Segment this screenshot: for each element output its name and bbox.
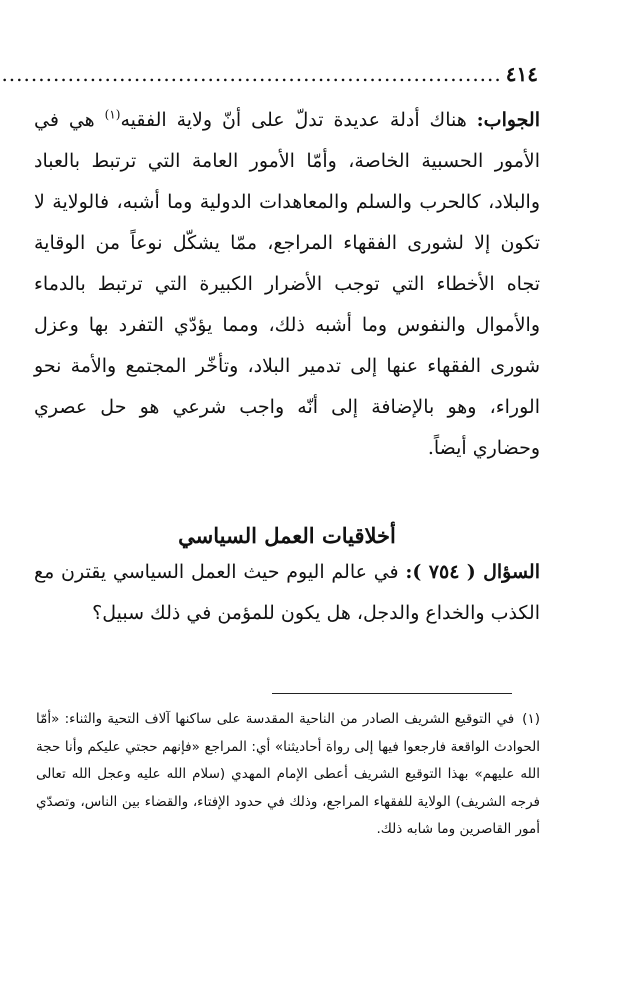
answer-label: الجواب: xyxy=(476,109,540,131)
question-text: في عالم اليوم حيث العمل السياسي يقترن مع الكذب والخداع والدجل، هل يكون للمؤمن في ذلك سبيل؟ xyxy=(34,561,540,624)
running-header xyxy=(1,58,538,90)
footnote-number: (١) xyxy=(522,711,540,727)
answer-text-start: هناك أدلة عديدة تدلّ على أنّ ولاية الفقيه xyxy=(120,109,477,131)
header-dot-leader: .................................................................... xyxy=(1,62,502,86)
answer-text-rest: هي في الأمور الحسبية الخاصة، وأمّا الأمور العامة التي ترتبط بالعباد والبلاد، كالحرب والسلم والمعاهدات الدولية وما أشبه، فالولاية لا تكون إلا لشورى الفقهاء المراجع، ممّا يشكّل نوعاً من الوقاية تجاه الأخطاء التي توجب الأضرار الكبيرة التي ترتبط بالدماء والأموال والنفوس وما أشبه ذلك، ومما يؤدّي التفرد بها وعزل شورى الفقهاء عنها إلى تدمير البلاد، وتأخّر المجتمع والأمة نحو الوراء، وهو بالإضافة إلى أنّه واجب شرعي هو حل عصري وحضاري أيضاً. xyxy=(34,109,540,459)
answer-paragraph xyxy=(34,100,540,469)
question-paragraph xyxy=(34,552,540,634)
footnote-reference[interactable]: (١) xyxy=(104,107,121,122)
footnote-divider xyxy=(272,693,512,694)
footnote-text: في التوقيع الشريف الصادر من الناحية المقدسة على ساكنها آلاف التحية والثناء: «أمّا الحوادث الواقعة فارجعوا فيها إلى رواة أحاديثنا» أي: المراجع «فإنهم حجتي عليكم وأنا حجة الله عليهم» بهذا التوقيع الشريف أعطى الإمام المهدي (سلام الله عليه وعجل الله تعالى فرجه الشريف) الولاية للفقهاء المراجع، وذلك في حدود الإفتاء، والقضاء بين الناس، وتصدّي أمور القاصرين وما شابه ذلك. xyxy=(36,711,540,837)
section-heading: أخلاقيات العمل السياسي xyxy=(178,523,396,548)
question-label: السؤال ( ٧٥٤ ): xyxy=(405,561,541,583)
footnote xyxy=(36,706,540,844)
page-number: ٤١٤ xyxy=(505,62,538,86)
